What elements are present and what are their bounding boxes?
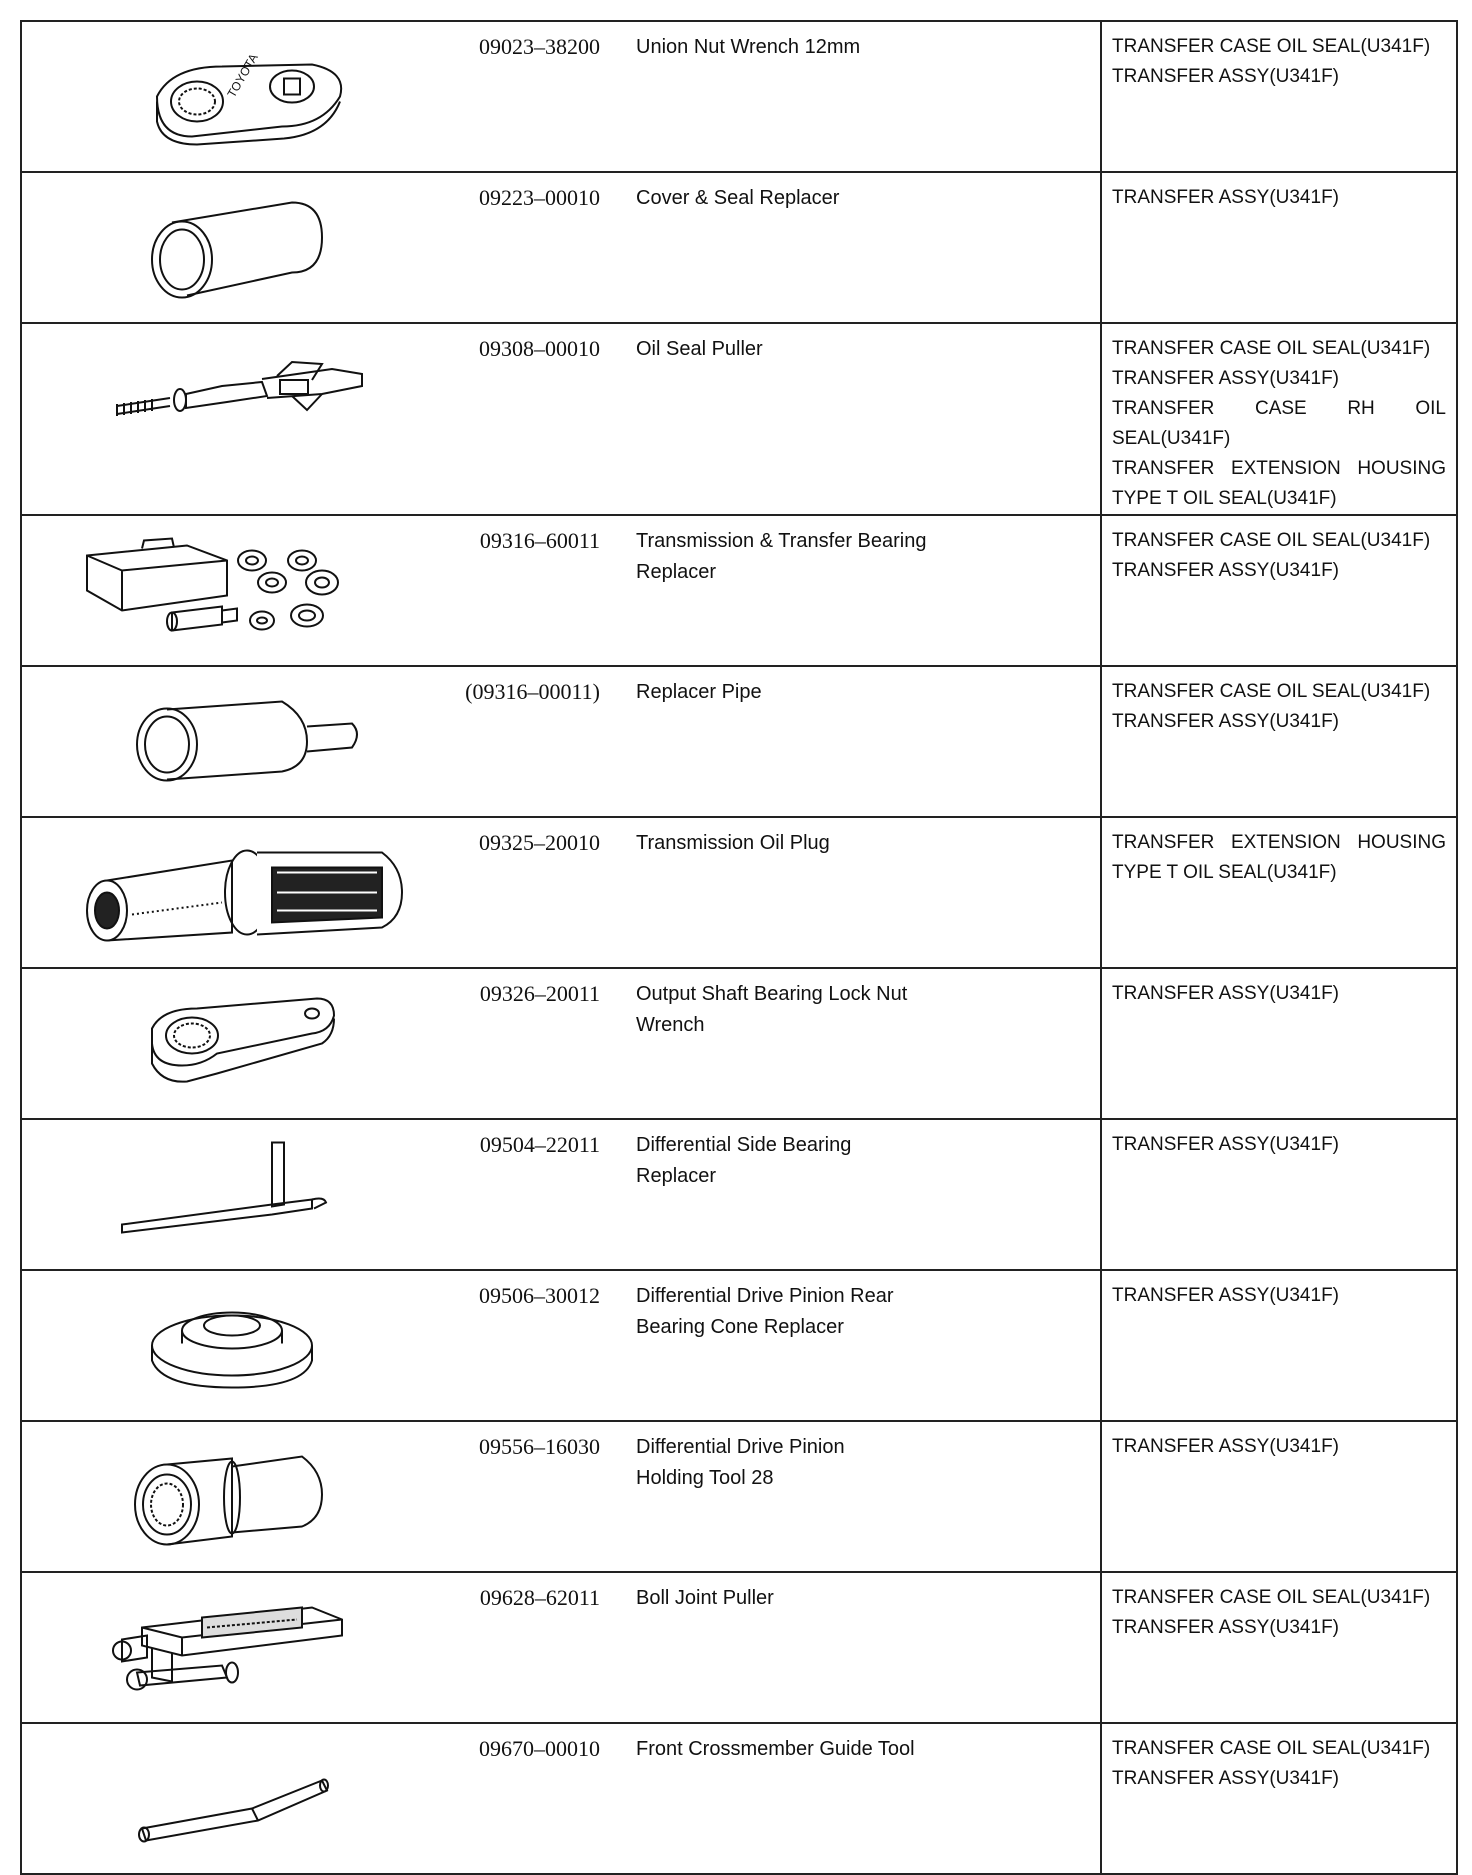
tool-usage: TRANSFER CASE OIL SEAL(U341F) TRANSFER ASSY(U341F) (1101, 666, 1457, 817)
tool-usage: TRANSFER CASE OIL SEAL(U341F) TRANSFER ASSY(U341F) TRANSFER CASE RH OIL SEAL(U341F) TRANSFER EXTENSION HOUSING TYPE T OIL SEAL(U341F) (1101, 323, 1457, 515)
tool-name: Output Shaft Bearing Lock Nut Wrench (604, 968, 1101, 1119)
part-number: 09308–00010 (422, 323, 604, 515)
tool-illustration (21, 515, 422, 666)
tool-illustration (21, 1723, 422, 1874)
replacer-pipe-icon (22, 667, 422, 816)
lock-nut-wrench-icon (22, 969, 422, 1118)
tool-illustration (21, 817, 422, 968)
part-number: 09556–16030 (422, 1421, 604, 1572)
tool-name: Differential Drive Pinion Rear Bearing Cone Replacer (604, 1270, 1101, 1421)
part-number: (09316–00011) (422, 666, 604, 817)
part-number: 09325–20010 (422, 817, 604, 968)
table-row (21, 1119, 1457, 1270)
ball-joint-puller-icon (22, 1573, 422, 1722)
tool-usage: TRANSFER ASSY(U341F) (1101, 968, 1457, 1119)
tool-name: Union Nut Wrench 12mm (604, 21, 1101, 172)
part-number: 09670–00010 (422, 1723, 604, 1874)
tool-usage: TRANSFER ASSY(U341F) (1101, 172, 1457, 323)
part-number: 09504–22011 (422, 1119, 604, 1270)
part-number: 09223–00010 (422, 172, 604, 323)
tool-name: Transmission Oil Plug (604, 817, 1101, 968)
table-row (21, 1421, 1457, 1572)
oil-plug-icon (22, 818, 422, 967)
bearing-cone-replacer-icon (22, 1271, 422, 1420)
tool-name: Oil Seal Puller (604, 323, 1101, 515)
table-row (21, 1270, 1457, 1421)
pinion-holding-tool-icon (22, 1422, 422, 1571)
tool-name: Cover & Seal Replacer (604, 172, 1101, 323)
tool-illustration (21, 1119, 422, 1270)
special-service-tools-table (20, 20, 1458, 1875)
table-row (21, 515, 1457, 666)
tool-name: Transmission & Transfer Bearing Replacer (604, 515, 1101, 666)
tool-name: Differential Drive Pinion Holding Tool 28 (604, 1421, 1101, 1572)
tool-illustration (21, 1270, 422, 1421)
tool-usage: TRANSFER ASSY(U341F) (1101, 1270, 1457, 1421)
tool-usage: TRANSFER CASE OIL SEAL(U341F) TRANSFER ASSY(U341F) (1101, 1723, 1457, 1874)
tool-usage: TRANSFER EXTENSION HOUSING TYPE T OIL SEAL(U341F) (1101, 817, 1457, 968)
tool-illustration (21, 968, 422, 1119)
tool-illustration (21, 666, 422, 817)
tool-illustration (21, 1572, 422, 1723)
table-row (21, 323, 1457, 515)
table-row (21, 21, 1457, 172)
seal-replacer-icon (22, 173, 422, 322)
tool-name: Differential Side Bearing Replacer (604, 1119, 1101, 1270)
tool-usage: TRANSFER ASSY(U341F) (1101, 1119, 1457, 1270)
tool-illustration (21, 1421, 422, 1572)
tool-name: Replacer Pipe (604, 666, 1101, 817)
tool-name: Front Crossmember Guide Tool (604, 1723, 1101, 1874)
bearing-replacer-set-icon (22, 516, 422, 665)
table-row (21, 1723, 1457, 1874)
guide-tool-icon (22, 1724, 422, 1873)
part-number: 09023–38200 (422, 21, 604, 172)
table-row (21, 968, 1457, 1119)
tool-illustration (21, 21, 422, 172)
tool-usage: TRANSFER CASE OIL SEAL(U341F) TRANSFER ASSY(U341F) (1101, 21, 1457, 172)
table-row (21, 666, 1457, 817)
oil-seal-puller-icon (22, 324, 422, 514)
part-number: 09316–60011 (422, 515, 604, 666)
tool-illustration (21, 172, 422, 323)
tool-usage: TRANSFER ASSY(U341F) (1101, 1421, 1457, 1572)
svg-text:TOYOTA: TOYOTA (224, 51, 261, 100)
part-number: 09506–30012 (422, 1270, 604, 1421)
part-number: 09326–20011 (422, 968, 604, 1119)
side-bearing-replacer-icon (22, 1120, 422, 1269)
tool-illustration (21, 323, 422, 515)
tool-name: Boll Joint Puller (604, 1572, 1101, 1723)
part-number: 09628–62011 (422, 1572, 604, 1723)
table-row (21, 817, 1457, 968)
table-row (21, 172, 1457, 323)
union-nut-wrench-icon (22, 22, 422, 171)
tool-usage: TRANSFER CASE OIL SEAL(U341F) TRANSFER ASSY(U341F) (1101, 1572, 1457, 1723)
table-row (21, 1572, 1457, 1723)
tool-usage: TRANSFER CASE OIL SEAL(U341F) TRANSFER ASSY(U341F) (1101, 515, 1457, 666)
